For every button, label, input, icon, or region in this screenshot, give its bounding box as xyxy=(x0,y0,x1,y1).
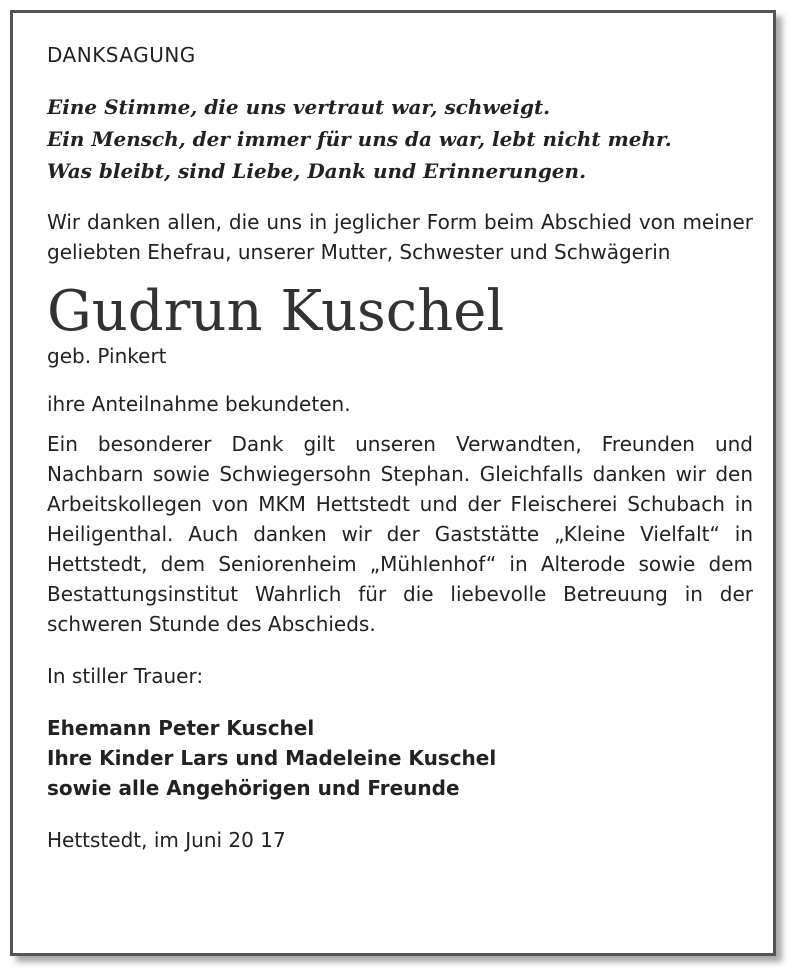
motto-line: Ein Mensch, der immer für uns da war, lebt nicht mehr. xyxy=(47,127,672,151)
deceased-name: Gudrun Kuschel xyxy=(47,279,505,344)
intro-text: Wir danken allen, die uns in jeglicher Form beim Abschied von meiner geliebten Ehefrau, unserer Mutter, Schwester und Schwägerin xyxy=(47,210,753,264)
special-thanks-text: Ein besonderer Dank gilt unseren Verwandten, Freunden und Nachbarn sowie Schwiegersohn Stephan. Gleichfalls danken wir den Arbeitskollegen von MKM Hettstedt und der Fleischerei Schubach in Heiligenthal. Auch danken wir der Gaststätte „Kleine Vielfalt“ in Hettstedt, dem Seniorenheim „Mühlenhof“ in Alterode sowie dem Bestattungsinstitut Wahrlich für die liebevolle Betreuung in der schweren Stunde des Abschieds. xyxy=(47,432,753,636)
motto-line: Eine Stimme, die uns vertraut war, schweigt. xyxy=(47,95,551,119)
notice-frame xyxy=(10,10,776,956)
notice-header: DANKSAGUNG xyxy=(47,43,196,67)
motto xyxy=(47,91,753,187)
motto-line: Was bleibt, sind Liebe, Dank und Erinnerungen. xyxy=(47,159,587,183)
signers xyxy=(47,713,753,803)
signer-line: Ihre Kinder Lars und Madeleine Kuschel xyxy=(47,746,497,770)
after-name-text: ihre Anteilnahme bekundeten. xyxy=(47,392,351,416)
notice-content xyxy=(47,41,753,855)
birth-name: geb. Pinkert xyxy=(47,344,167,368)
signer-line: sowie alle Angehörigen und Freunde xyxy=(47,776,460,800)
signer-line: Ehemann Peter Kuschel xyxy=(47,716,315,740)
mourning-line: In stiller Trauer: xyxy=(47,664,204,688)
place-date: Hettstedt, im Juni 20 17 xyxy=(47,828,286,852)
